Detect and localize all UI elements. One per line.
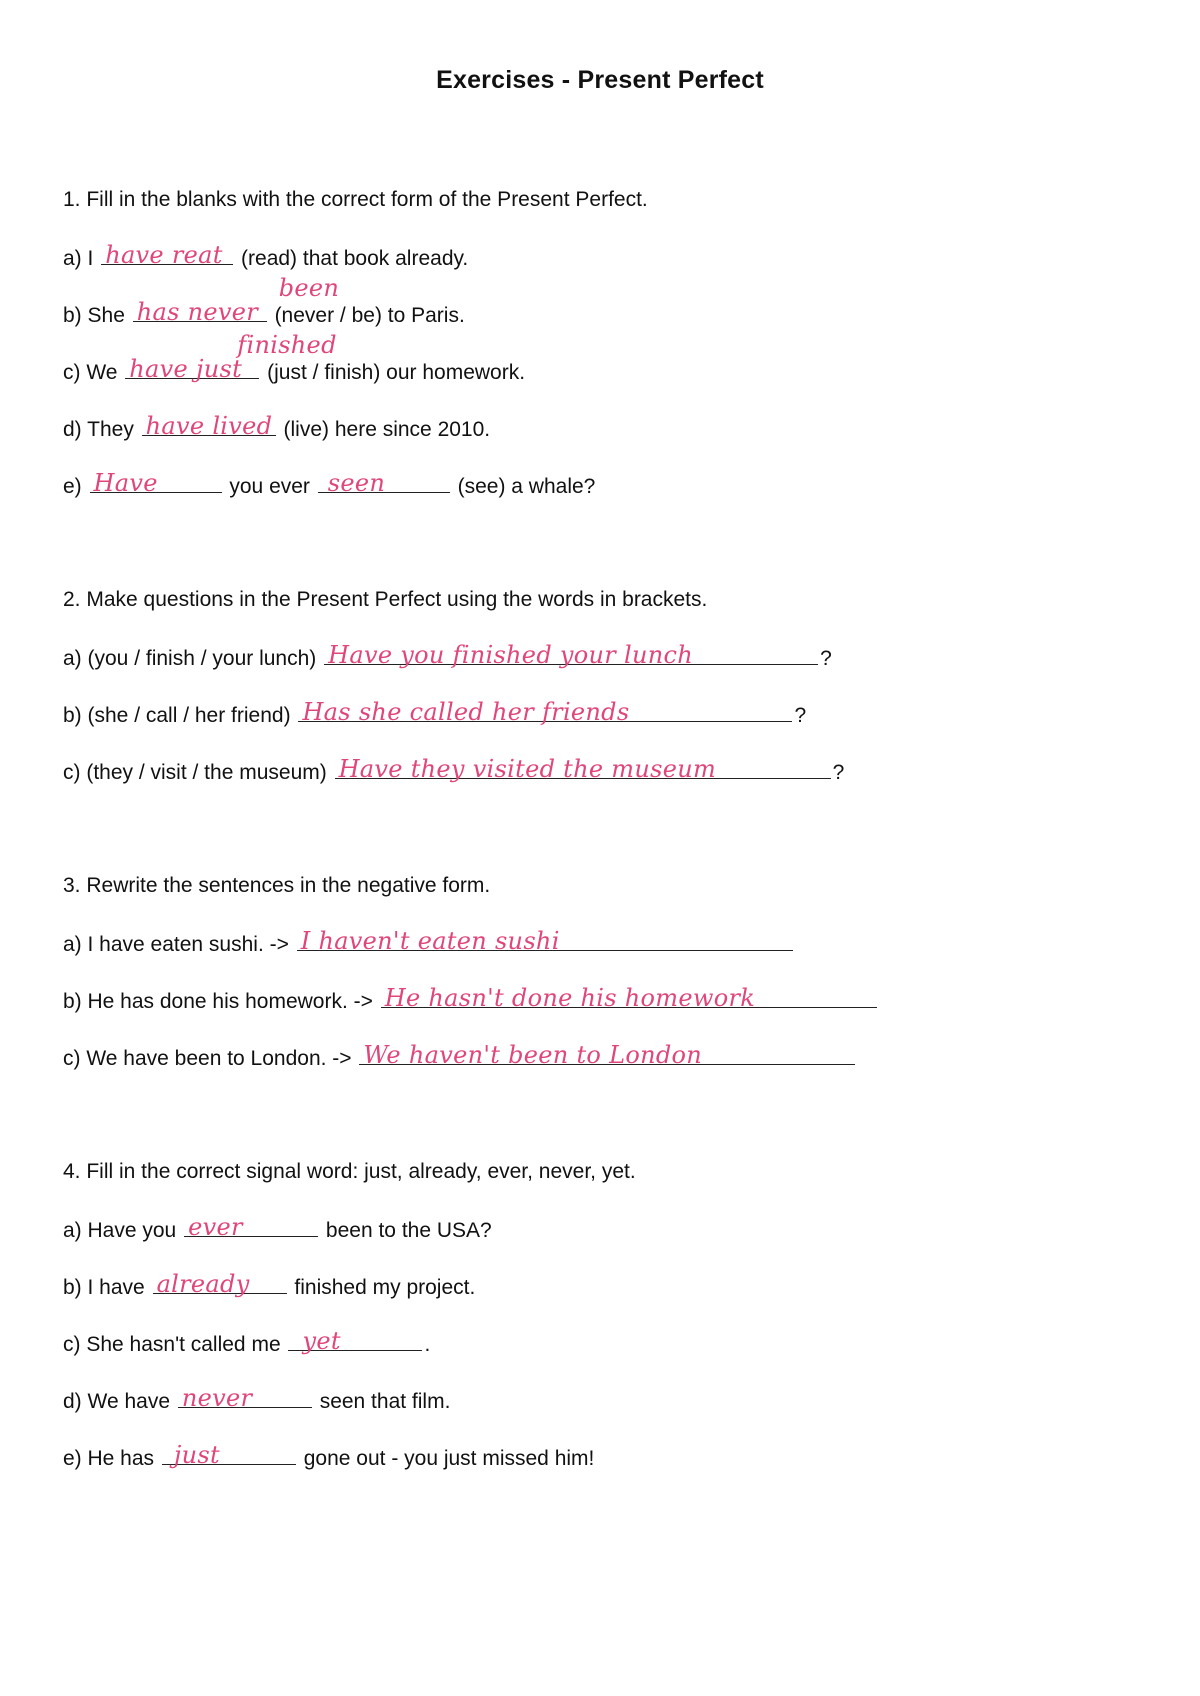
exercise-1c-answer: have just [129, 355, 243, 383]
exercise-2b-blank[interactable] [298, 698, 792, 726]
exercise-3-heading: 3. Rewrite the sentences in the negative form. [63, 874, 491, 897]
exercise-4b-blank[interactable] [153, 1270, 287, 1298]
exercise-2b-prefix: b) (she / call / her friend) [63, 704, 291, 727]
exercise-4e [63, 1442, 594, 1474]
exercise-3b-prefix: b) He has done his homework. -> [63, 990, 373, 1013]
exercise-1e-prefix: e) [63, 475, 82, 498]
exercise-4a-answer: ever [188, 1213, 243, 1241]
exercise-1e-blank-2[interactable] [318, 469, 450, 497]
exercise-4a-blank[interactable] [184, 1213, 318, 1241]
exercise-4b-suffix: finished my project. [294, 1276, 476, 1299]
exercise-1d-suffix: (live) here since 2010. [283, 418, 491, 441]
exercise-1e [63, 470, 595, 502]
exercise-2c-blank[interactable] [335, 755, 831, 783]
exercise-2-heading: 2. Make questions in the Present Perfect using the words in brackets. [63, 588, 708, 611]
exercise-4c-prefix: c) She hasn't called me [63, 1333, 281, 1356]
exercise-2a-answer: Have you finished your lunch [328, 641, 693, 669]
exercise-3a-prefix: a) I have eaten sushi. -> [63, 933, 289, 956]
exercise-4d-suffix: seen that film. [319, 1390, 451, 1413]
exercise-2c [63, 756, 844, 788]
exercise-3b [63, 985, 879, 1017]
exercise-4c-suffix: . [424, 1333, 431, 1356]
exercise-4e-blank[interactable] [162, 1441, 296, 1469]
exercise-2b-suffix: ? [794, 704, 807, 727]
exercise-1a-answer: have reat [105, 241, 223, 269]
exercise-1e-suffix: (see) a whale? [457, 475, 596, 498]
exercise-3c [63, 1042, 857, 1074]
exercise-1a-suffix: (read) that book already. [241, 247, 469, 270]
exercise-1c-suffix: (just / finish) our homework. [267, 361, 526, 384]
exercise-4d [63, 1385, 450, 1417]
exercise-2a-prefix: a) (you / finish / your lunch) [63, 647, 317, 670]
exercise-1d-answer: have lived [145, 412, 273, 440]
exercise-1b-answer: has never [136, 298, 259, 326]
exercise-4-heading: 4. Fill in the correct signal word: just, already, ever, never, yet. [63, 1160, 636, 1183]
exercise-1e-answer-1: Have [93, 469, 158, 497]
exercise-1c [63, 331, 526, 388]
exercise-4c [63, 1328, 430, 1360]
exercise-3a-answer: I haven't eaten sushi [300, 927, 560, 955]
exercise-1a-blank[interactable] [101, 241, 233, 269]
exercise-1e-answer-2: seen [327, 469, 386, 497]
exercise-4a-prefix: a) Have you [63, 1219, 177, 1242]
exercise-3b-answer: He hasn't done his homework [384, 984, 756, 1012]
exercise-4d-blank[interactable] [178, 1384, 312, 1412]
exercise-4e-prefix: e) He has [63, 1447, 155, 1470]
exercise-2b [63, 699, 806, 731]
exercise-1e-middle: you ever [229, 475, 310, 498]
exercise-1d [63, 413, 490, 445]
page-title: Exercises - Present Perfect [436, 66, 764, 94]
exercise-1-heading: 1. Fill in the blanks with the correct form of the Present Perfect. [63, 188, 648, 211]
exercise-2c-answer: Have they visited the museum [338, 755, 717, 783]
exercise-3c-answer: We haven't been to London [363, 1041, 702, 1069]
exercise-2a [63, 642, 832, 674]
exercise-1b-answer-above: been [278, 274, 340, 302]
exercise-4a [63, 1214, 492, 1246]
exercise-4c-blank[interactable] [288, 1327, 422, 1355]
exercise-4e-answer: just [173, 1441, 220, 1469]
exercise-2a-suffix: ? [820, 647, 832, 670]
exercise-1b-suffix: (never / be) to Paris. [274, 304, 465, 327]
exercise-1b-prefix: b) She [63, 304, 125, 327]
exercise-1c-prefix: c) We [63, 361, 118, 384]
exercise-3c-blank[interactable] [359, 1041, 855, 1069]
exercise-1a-prefix: a) I [63, 247, 94, 270]
exercise-1d-prefix: d) They [63, 418, 134, 441]
exercise-3c-prefix: c) We have been to London. -> [63, 1047, 352, 1070]
exercise-1b-blank[interactable] [133, 274, 340, 326]
exercise-1d-blank[interactable] [142, 412, 276, 440]
exercise-1e-blank-1[interactable] [90, 469, 222, 497]
exercise-4a-suffix: been to the USA? [325, 1219, 492, 1242]
exercise-1a [63, 242, 468, 274]
exercise-2b-answer: Has she called her friends [302, 698, 630, 726]
exercise-4b [63, 1271, 475, 1303]
exercise-3a [63, 928, 795, 960]
exercise-4e-suffix: gone out - you just missed him! [303, 1447, 595, 1470]
exercise-4b-answer: already [156, 1270, 250, 1298]
exercise-3b-blank[interactable] [381, 984, 877, 1012]
exercise-2c-suffix: ? [832, 761, 845, 784]
exercise-4c-answer: yet [302, 1327, 341, 1355]
exercise-4d-prefix: d) We have [63, 1390, 170, 1413]
exercise-1b [63, 274, 465, 331]
exercise-2c-prefix: c) (they / visit / the museum) [63, 761, 327, 784]
exercise-1c-answer-above: finished [237, 331, 337, 359]
exercise-4b-prefix: b) I have [63, 1276, 145, 1299]
exercise-4d-answer: never [181, 1384, 253, 1412]
exercise-2a-blank[interactable] [324, 641, 818, 669]
exercise-3a-blank[interactable] [297, 927, 793, 955]
exercise-1c-blank[interactable] [125, 331, 337, 383]
